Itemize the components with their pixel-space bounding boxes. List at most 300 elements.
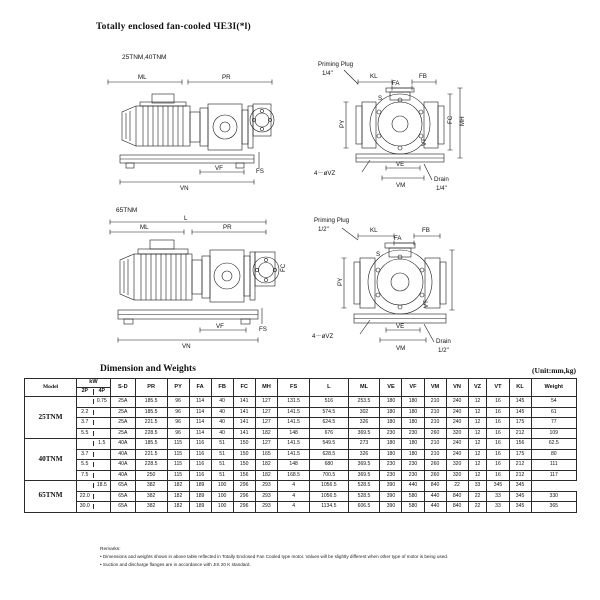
th-vn: VN [446,379,468,397]
data-cell: 145 [509,407,531,418]
data-cell: 574.5 [310,407,348,418]
data-cell: 145 [509,397,531,408]
figure1-dim-py: PY [339,119,346,128]
data-cell: 210 [424,407,446,418]
figure1-dim-vn: VN [180,185,189,190]
data-cell: 40 [211,407,233,418]
data-cell: 40A [111,460,136,471]
figure1-dim-fa: FA [392,80,400,87]
kw-4p-value [94,462,111,467]
data-cell: 4 [278,491,310,502]
data-cell: 182 [167,491,189,502]
th-pr: PR [135,379,167,397]
figure2-drain-size: 1/2" [438,347,449,354]
data-cell: 51 [211,449,233,460]
data-cell: 12 [468,449,487,460]
kw-2p-value: 3.7 [77,452,94,457]
data-cell: 293 [255,502,278,513]
figure1-dim-vt: VT [421,138,428,146]
th-fb: FB [211,379,233,397]
th-sd: S-D [111,379,136,397]
figure2-dim-vf: VF [216,323,224,330]
model-cell: 25TNM [25,397,77,439]
data-cell: 180 [380,439,402,450]
data-cell: 25A [111,418,136,429]
data-cell: 4 [278,502,310,513]
figure2-dim-vm: VM [396,345,406,352]
figure2-dim-s: S [376,251,381,258]
th-model: Model [25,379,77,397]
figure1-drain-label: Drain [434,176,449,183]
figure1-dim-vz: 4－øVZ [314,170,336,177]
data-cell: 260 [424,460,446,471]
th-py: PY [167,379,189,397]
th-kw-4p: 4P [98,388,105,395]
table-row [25,449,577,460]
figure2-label: 65TNM [116,207,138,214]
data-cell: 100 [211,481,233,492]
data-cell: 22 [468,491,487,502]
remarks-title: Remarks: [100,547,121,552]
figure2-priming-size: 1/2" [318,226,329,233]
table-row [25,481,577,492]
data-cell: 150 [233,449,255,460]
data-cell: 230 [402,470,424,481]
data-cell: 221.5 [135,418,167,429]
data-cell: 212 [509,470,531,481]
kw-4p-value [94,494,111,499]
data-cell: 100 [211,491,233,502]
kw-cell [77,481,111,492]
data-cell: 141.5 [278,418,310,429]
figure1-dim-vm: VM [396,182,406,189]
figure2-dim-ml: ML [140,224,149,231]
figure1-label: 25TNM,40TNM [122,54,167,61]
data-cell: 25A [111,407,136,418]
data-cell: 150 [233,439,255,450]
data-cell: 156 [509,439,531,450]
page-title: Totally enclosed fan-cooled ЧЕЗI(*l) [96,22,251,32]
th-vf: VF [402,379,424,397]
figure1-dim-vf: VF [215,165,223,172]
kw-4p-value [94,452,111,457]
data-cell: 16 [487,449,509,460]
kw-4p-value: 18.5 [96,482,107,489]
data-cell: 230 [402,460,424,471]
data-cell: 440 [424,502,446,513]
figure2-side-view [96,212,306,352]
data-cell: 16 [487,460,509,471]
figure2-dim-fc: FC [280,263,287,272]
th-kl: KL [509,379,531,397]
data-cell: 382 [135,502,167,513]
data-cell: 180 [402,418,424,429]
data-cell: 12 [468,428,487,439]
data-cell: 369.5 [348,460,380,471]
figure1-drain-size: 1/4" [436,185,447,192]
data-cell: 22 [446,481,468,492]
data-cell: 240 [446,449,468,460]
table-head [25,379,577,397]
data-cell: 440 [424,491,446,502]
data-cell: 16 [487,418,509,429]
kw-4p-value [94,431,111,436]
data-cell: 180 [380,418,402,429]
data-cell: 54 [531,397,576,408]
figure2-dim-l: L [184,215,188,222]
data-cell: 22 [468,502,487,513]
dimension-table [24,378,577,513]
data-cell: 320 [446,460,468,471]
figure1-dim-fb: FB [419,73,427,80]
figure1-dim-fs: FS [256,168,264,175]
data-cell: 240 [446,439,468,450]
model-cell: 65TNM [25,481,77,513]
data-cell: 345 [509,491,531,502]
data-cell: 12 [468,407,487,418]
data-cell: 185.5 [135,439,167,450]
data-cell: 624.5 [310,418,348,429]
data-cell: 62.5 [531,439,576,450]
figure1-dim-s: S [378,95,383,102]
data-cell: 840 [424,481,446,492]
data-cell: 40 [211,418,233,429]
data-cell: 189 [189,502,211,513]
data-cell: 1056.5 [310,491,348,502]
data-cell: 345 [509,481,531,492]
data-cell: 115 [167,470,189,481]
table-row [25,470,577,481]
data-cell: 326 [348,449,380,460]
th-kw-sub [77,388,111,397]
data-cell: 182 [255,428,278,439]
data-cell: 115 [167,449,189,460]
data-cell: 51 [211,470,233,481]
data-cell: 528.5 [348,491,380,502]
data-cell: 320 [446,428,468,439]
data-cell: 189 [189,491,211,502]
kw-2p-value: 5.5 [77,462,94,467]
data-cell: 260 [424,470,446,481]
data-cell: 840 [446,491,468,502]
data-cell: 4 [278,481,310,492]
data-cell: 141.5 [278,449,310,460]
data-cell: 40A [111,470,136,481]
data-cell: 175 [509,418,531,429]
data-cell: 240 [446,407,468,418]
remarks-line-1: • Dimensions and weights shown in above table reflected in Totally Enclosed Fan Cooled type motor. Values will be slightly different when other type of motor is being used. [100,554,449,560]
data-cell: 61 [531,407,576,418]
dimension-table-wrap [24,378,577,513]
unit-note: (Unit:mm,kg) [532,366,576,375]
figure2-dim-fa: FA [394,235,402,242]
data-cell: 369.5 [348,470,380,481]
kw-2p-value [77,399,94,404]
kw-2p-value: 22.0 [77,494,94,499]
data-cell: 369.5 [348,428,380,439]
data-cell: 212 [509,460,531,471]
kw-cell [77,418,111,429]
data-cell: 382 [135,481,167,492]
data-cell: 1056.5 [310,481,348,492]
data-cell: 253.5 [348,397,380,408]
data-cell: 189 [189,481,211,492]
data-cell: 127 [255,418,278,429]
data-cell: 606.5 [348,502,380,513]
data-cell: 51 [211,439,233,450]
data-cell: 185.5 [135,407,167,418]
data-cell: 516 [310,397,348,408]
figure1-dim-ml: ML [138,74,147,81]
data-cell: 115 [167,460,189,471]
remarks-line-2: • Suction and discharge flanges are in accordance with JIS 20 K standard. [100,561,251,567]
data-cell: 25A [111,397,136,408]
data-cell: 180 [380,449,402,460]
th-ml: ML [348,379,380,397]
data-cell: 116 [189,470,211,481]
th-kw: kW [77,379,111,388]
kw-cell [77,449,111,460]
table-header-row [25,379,577,388]
data-cell: 25A [111,428,136,439]
data-cell: 345 [487,481,509,492]
data-cell: 141 [233,428,255,439]
data-cell: 180 [402,397,424,408]
th-mh: MH [255,379,278,397]
data-cell: 65A [111,491,136,502]
data-cell: 182 [167,481,189,492]
data-cell: 302 [348,407,380,418]
table-row [25,460,577,471]
data-cell: 12 [468,439,487,450]
figure1-dim-kl: KL [370,73,378,80]
data-cell: 390 [380,481,402,492]
figure2-dim-pr: PR [223,224,232,231]
data-cell: 114 [189,418,211,429]
figure2-dim-py: PY [337,277,344,286]
data-cell: 680 [310,460,348,471]
figure2-dim-ve: VE [396,323,405,330]
kw-4p-value [94,504,111,509]
data-cell: 33 [487,502,509,513]
data-cell: 141 [233,397,255,408]
model-cell: 40TNM [25,439,77,481]
data-cell: 116 [189,460,211,471]
data-cell: 77 [531,418,576,429]
data-cell: 16 [487,407,509,418]
data-cell: 296 [233,502,255,513]
data-cell: 114 [189,407,211,418]
data-cell: 228.5 [135,428,167,439]
data-cell: 117 [531,470,576,481]
data-cell: 114 [189,397,211,408]
data-cell: 210 [424,439,446,450]
data-cell: 96 [167,418,189,429]
th-vt: VT [487,379,509,397]
data-cell: 127 [255,407,278,418]
figure1-front-view [300,54,500,194]
data-cell: 182 [255,460,278,471]
kw-cell [77,470,111,481]
data-cell: 175 [509,449,531,460]
data-cell: 40 [211,397,233,408]
data-cell: 109 [531,428,576,439]
data-cell: 33 [468,481,487,492]
data-cell: 51 [211,460,233,471]
data-cell: 296 [233,491,255,502]
th-ve: VE [380,379,402,397]
kw-cell [77,397,111,408]
kw-cell [77,428,111,439]
remarks-block [100,546,448,568]
data-cell: 180 [380,407,402,418]
figure2-dim-fs: FS [259,326,267,333]
figure1-side-view [96,60,296,190]
kw-2p-value: 3.7 [77,420,94,425]
figure1-dim-pr: PR [222,74,231,81]
data-cell: 293 [255,481,278,492]
kw-cell [77,439,111,450]
table-row [25,418,577,429]
data-cell: 16 [487,439,509,450]
data-cell: 150 [233,460,255,471]
data-cell: 141 [233,407,255,418]
data-cell: 12 [468,470,487,481]
data-cell: 580 [402,502,424,513]
data-cell: 320 [446,470,468,481]
data-cell: 148 [278,428,310,439]
figure2-dim-vz: 4－øVZ [312,333,334,340]
data-cell: 326 [348,418,380,429]
data-cell: 12 [468,418,487,429]
data-cell: 676 [310,428,348,439]
data-cell: 440 [402,481,424,492]
figure2-dim-vn: VN [182,343,191,350]
kw-2p-value: 5.5 [77,431,94,436]
data-cell: 221.5 [135,449,167,460]
data-cell: 165 [255,449,278,460]
data-cell: 293 [255,491,278,502]
figure1-dim-mh: MH [459,116,466,126]
th-kw-2p: 2P [77,389,94,394]
data-cell: 580 [402,491,424,502]
kw-4p-value [94,420,111,425]
figure2-dim-vt: VT [423,300,430,308]
data-cell: 182 [255,470,278,481]
table-row [25,397,577,408]
data-cell: 12 [468,397,487,408]
data-cell: 40 [211,428,233,439]
data-cell: 180 [402,407,424,418]
data-cell: 141.5 [278,407,310,418]
data-cell: 168.5 [278,470,310,481]
data-cell: 100 [211,502,233,513]
data-cell: 116 [189,439,211,450]
kw-4p-value [94,410,111,415]
data-cell: 16 [487,428,509,439]
figure2-drain-label: Drain [436,338,451,345]
data-cell: 127 [255,397,278,408]
kw-4p-value: 1.5 [98,440,106,447]
data-cell: 230 [402,428,424,439]
figure2-front-view [300,210,500,355]
th-fc: FC [233,379,255,397]
kw-2p-value: 30.0 [77,504,94,509]
data-cell: 230 [380,428,402,439]
kw-4p-value: 0.75 [96,398,107,405]
th-fs: FS [278,379,310,397]
figure1-priming-size: 1/4" [322,70,333,77]
table-row [25,502,577,513]
kw-2p-value [77,483,94,488]
data-cell: 156 [233,470,255,481]
th-vm: VM [424,379,446,397]
data-cell: 141 [233,418,255,429]
figure1-priming-plug: Priming Plug [318,61,354,68]
data-cell: 260 [424,428,446,439]
table-row [25,428,577,439]
kw-cell [77,407,111,418]
data-cell: 182 [167,502,189,513]
data-cell: 12 [468,460,487,471]
data-cell: 390 [380,502,402,513]
data-cell: 628.5 [310,449,348,460]
data-cell: 114 [189,428,211,439]
table-row [25,439,577,450]
data-cell: 345 [509,502,531,513]
data-cell: 700.5 [310,470,348,481]
kw-cell [77,502,111,513]
data-cell: 185.5 [135,397,167,408]
data-cell: 96 [167,397,189,408]
data-cell: 96 [167,407,189,418]
data-cell: 65A [111,502,136,513]
data-cell: 116 [189,449,211,460]
data-cell: 127 [255,439,278,450]
data-cell: 549.5 [310,439,348,450]
data-cell: 365 [531,502,576,513]
data-cell: 65A [111,481,136,492]
data-cell: 840 [446,502,468,513]
kw-cell [77,460,111,471]
table-body [25,397,577,513]
data-cell: 240 [446,418,468,429]
data-cell: 390 [380,491,402,502]
dimension-title: Dimension and Weights [100,364,196,374]
table-row [25,407,577,418]
data-cell: 228.5 [135,460,167,471]
data-cell: 210 [424,449,446,460]
data-cell: 1134.5 [310,502,348,513]
kw-4p-value [94,473,111,478]
data-cell: 180 [380,397,402,408]
data-cell: 131.5 [278,397,310,408]
kw-2p-value: 2.2 [77,410,94,415]
data-cell: 16 [487,397,509,408]
data-cell: 210 [424,418,446,429]
th-weight: Weight [531,379,576,397]
data-cell: 230 [380,470,402,481]
data-cell: 212 [509,428,531,439]
th-l: L [310,379,348,397]
data-cell: 148 [278,460,310,471]
figure2-dim-kl: KL [370,227,378,234]
kw-cell [77,491,111,502]
figure1-dim-fc: FC [447,115,454,124]
data-cell: 210 [424,397,446,408]
data-cell: 250 [135,470,167,481]
data-cell: 330 [531,491,576,502]
